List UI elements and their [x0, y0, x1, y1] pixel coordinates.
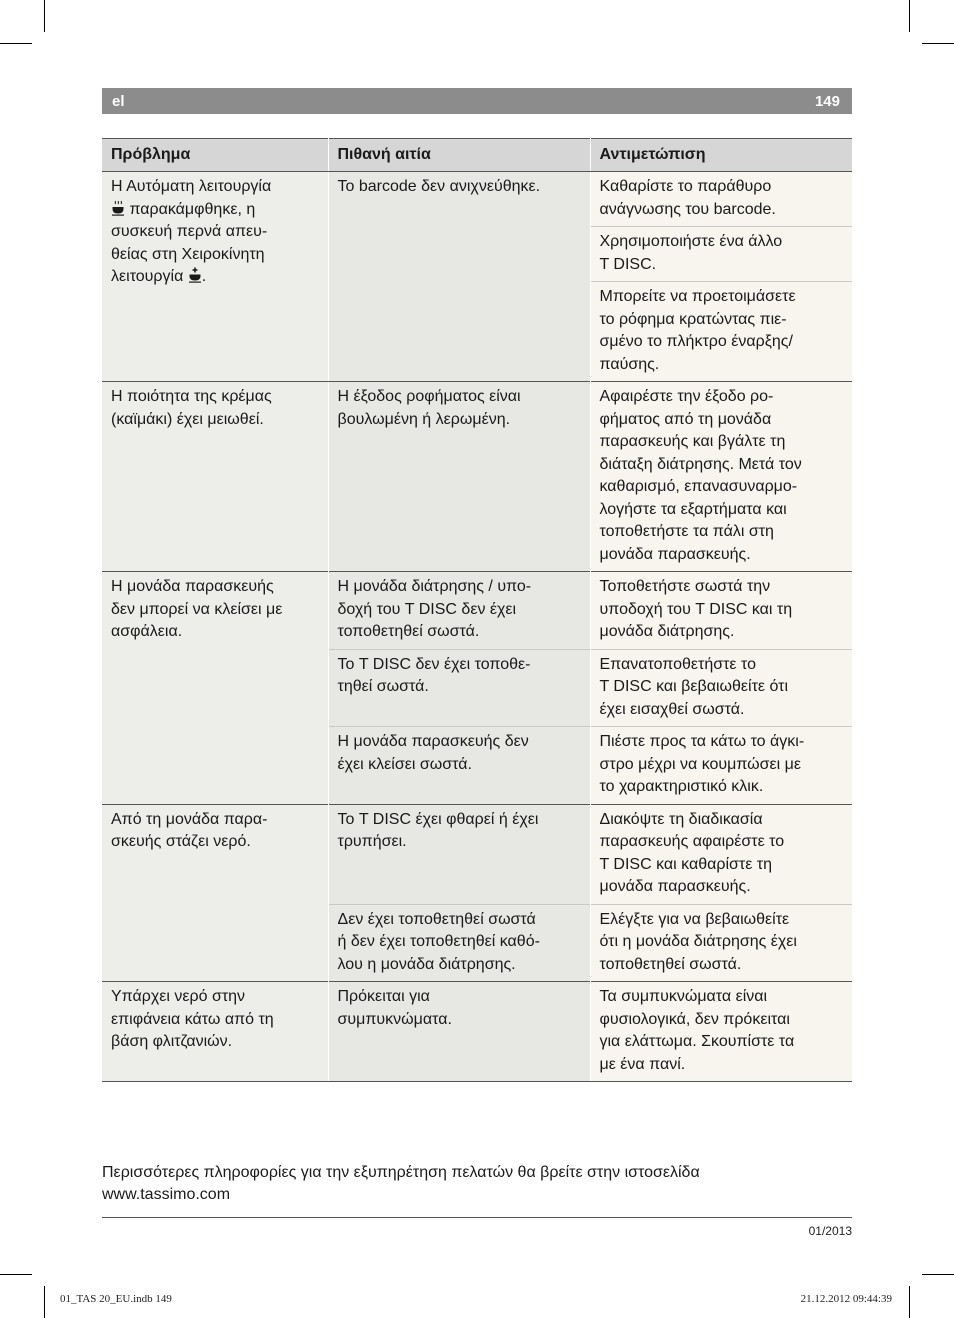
remedy-text: σμένο το πλήκτρο έναρξης/ — [599, 333, 793, 350]
remedy-text: έχει εισαχθεί σωστά. — [599, 700, 745, 718]
table-row — [102, 172, 852, 227]
remedy-cell — [590, 804, 852, 904]
crop-mark — [909, 1286, 910, 1318]
language-code: el — [112, 93, 125, 110]
remedy-text: το χαρακτηριστικό κλικ. — [599, 778, 764, 795]
problem-text: (καϊμάκι) έχει μειωθεί. — [111, 410, 264, 428]
problem-text: Η ποιότητα της κρέμας — [111, 388, 272, 405]
problem-cell — [102, 982, 328, 1082]
crop-mark — [0, 43, 32, 44]
column-header-cause: Πιθανή αιτία — [328, 139, 590, 172]
remedy-text: καθαρισμό, επανασυναρμο- — [599, 478, 798, 495]
remedy-text: παρασκευής και βγάλτε τη — [599, 433, 786, 450]
remedy-text: υποδοχή του T DISC και τη — [599, 600, 793, 618]
remedy-text: το ρόφημα κρατώντας πιε- — [599, 310, 787, 328]
cause-text: Το T DISC έχει φθαρεί ή έχει — [337, 810, 539, 828]
remedy-cell — [590, 572, 852, 650]
cause-text: Πρόκειται για — [337, 988, 430, 1005]
cause-text: δοχή του T DISC δεν έχει — [337, 600, 517, 618]
remedy-text: Επανατοποθετήστε το — [599, 655, 756, 673]
page-number: 149 — [814, 93, 840, 110]
remedy-text: μονάδα παρασκευής. — [599, 545, 751, 563]
table-row — [102, 572, 852, 650]
remedy-text: ανάγνωσης του barcode. — [599, 200, 776, 218]
cause-text: Η μονάδα διάτρησης / υπο- — [337, 578, 532, 595]
cause-cell — [328, 572, 590, 650]
remedy-text: φυσιολογικά, δεν πρόκειται — [599, 1010, 790, 1028]
remedy-text: T DISC. — [599, 255, 657, 273]
troubleshooting-table — [102, 138, 852, 1082]
problem-text: Η μονάδα παρασκευής — [111, 578, 274, 595]
automatic-mode-cup-icon — [111, 200, 125, 216]
remedy-text: Αφαιρέστε την έξοδο ρο- — [599, 388, 774, 405]
remedy-text: Διακόψτε τη διαδικασία — [599, 810, 763, 828]
remedy-text: Καθαρίστε το παράθυρο — [599, 178, 772, 195]
problem-cell — [102, 572, 328, 805]
cause-text: βουλωμένη ή λερωμένη. — [337, 410, 511, 428]
cause-cell — [328, 172, 590, 382]
problem-cell — [102, 172, 328, 382]
remedy-text: τοποθετηθεί σωστά. — [599, 955, 742, 973]
cause-text: τοποθετηθεί σωστά. — [337, 623, 480, 640]
cause-cell — [328, 904, 590, 982]
remedy-text: Τοποθετήστε σωστά την — [599, 578, 771, 595]
crop-mark — [922, 1274, 954, 1275]
problem-text: συσκευή περνά απευ- — [111, 223, 268, 240]
remedy-text: Πιέστε προς τα κάτω το άγκι- — [599, 733, 805, 750]
cause-text: έχει κλείσει σωστά. — [337, 755, 472, 773]
problem-text: λειτουργία — [111, 268, 184, 285]
table-row — [102, 382, 852, 572]
remedy-cell — [590, 982, 852, 1082]
remedy-text: Τα συμπυκνώματα είναι — [599, 988, 768, 1005]
problem-text: επιφάνεια κάτω από τη — [111, 1010, 274, 1028]
remedy-text: διάταξη διάτρησης. Μετά τον — [599, 455, 802, 473]
remedy-text: λογήστε τα εξαρτήματα και — [599, 500, 787, 518]
cause-text: Η μονάδα παρασκευής δεν — [337, 733, 529, 750]
cause-cell — [328, 649, 590, 727]
remedy-cell — [590, 904, 852, 982]
remedy-text: μονάδα παρασκευής. — [599, 878, 751, 895]
remedy-text: φήματος από τη μονάδα — [599, 410, 772, 428]
remedy-text: μονάδα διάτρησης. — [599, 623, 735, 640]
remedy-text: ότι η μονάδα διάτρησης έχει — [599, 933, 797, 950]
problem-text: παρακάμφθηκε, η — [129, 200, 256, 218]
cause-cell — [328, 382, 590, 572]
cause-cell — [328, 804, 590, 904]
problem-text: ασφάλεια. — [111, 623, 183, 640]
remedy-text: παύσης. — [599, 355, 660, 373]
remedy-cell — [590, 227, 852, 282]
cause-text: ή δεν έχει τοποθετηθεί καθό- — [337, 933, 540, 950]
table-row — [102, 982, 852, 1082]
cause-text: Η έξοδος ροφήματος είναι — [337, 388, 521, 405]
remedy-text: στρο μέχρι να κουμπώσει με — [599, 755, 802, 773]
remedy-text: με ένα πανί. — [599, 1055, 686, 1073]
problem-cell — [102, 804, 328, 982]
remedy-text: T DISC και καθαρίστε τη — [599, 855, 773, 873]
problem-text: δεν μπορεί να κλείσει με — [111, 600, 283, 618]
remedy-cell — [590, 727, 852, 805]
crop-mark — [922, 43, 954, 44]
remedy-text: Μπορείτε να προετοιμάσετε — [599, 288, 796, 305]
cause-cell — [328, 727, 590, 805]
cause-text: τρυπήσει. — [337, 833, 407, 850]
remedy-cell — [590, 649, 852, 727]
problem-cell — [102, 382, 328, 572]
problem-text: Η Αυτόματη λειτουργία — [111, 178, 272, 195]
cause-cell — [328, 982, 590, 1082]
remedy-text: για ελάττωμα. Σκουπίστε τα — [599, 1033, 795, 1050]
cause-text: Το barcode δεν ανιχνεύθηκε. — [337, 178, 541, 195]
remedy-text: τοποθετήστε τα πάλι στη — [599, 523, 774, 540]
note-text: Περισσότερες πληροφορίες για την εξυπηρέτηση πελατών θα βρείτε στην ιστοσελίδα — [102, 1164, 700, 1181]
crop-mark — [0, 1274, 32, 1275]
problem-text: Υπάρχει νερό στην — [111, 988, 246, 1005]
manual-mode-cup-icon — [188, 267, 202, 283]
remedy-cell — [590, 282, 852, 382]
print-slug-timestamp: 21.12.2012 09:44:39 — [800, 1293, 892, 1305]
remedy-text: παρασκευής αφαιρέστε το — [599, 833, 785, 850]
crop-mark — [44, 1286, 45, 1318]
problem-text: Από τη μονάδα παρα- — [111, 810, 268, 828]
cause-text: λου η μονάδα διάτρησης. — [337, 955, 516, 973]
remedy-text: T DISC και βεβαιωθείτε ότι — [599, 678, 789, 695]
print-slug-file: 01_TAS 20_EU.indb 149 — [60, 1293, 172, 1305]
cause-text: Δεν έχει τοποθετηθεί σωστά — [337, 910, 536, 928]
problem-text: . — [201, 268, 207, 285]
problem-text: θείας στη Χειροκίνητη — [111, 245, 265, 263]
footer-divider — [102, 1217, 852, 1218]
page-header — [102, 88, 852, 114]
cause-text: τηθεί σωστά. — [337, 678, 429, 695]
problem-text: σκευής στάζει νερό. — [111, 833, 251, 850]
column-header-remedy: Αντιμετώπιση — [590, 139, 852, 172]
problem-text: βάση φλιτζανιών. — [111, 1033, 233, 1050]
website-link[interactable]: www.tassimo.com — [102, 1186, 231, 1203]
edition-date: 01/2013 — [808, 1224, 852, 1238]
crop-mark — [44, 0, 45, 32]
crop-mark — [909, 0, 910, 32]
table-header-row — [102, 139, 852, 172]
cause-text: συμπυκνώματα. — [337, 1010, 452, 1028]
remedy-cell — [590, 172, 852, 227]
remedy-text: Ελέγξτε για να βεβαιωθείτε — [599, 910, 790, 928]
remedy-text: Χρησιμοποιήστε ένα άλλο — [599, 233, 783, 250]
cause-text: Το T DISC δεν έχει τοποθε- — [337, 655, 531, 673]
customer-service-note — [102, 1162, 862, 1206]
remedy-cell — [590, 382, 852, 572]
table-row — [102, 804, 852, 904]
column-header-problem: Πρόβλημα — [102, 139, 328, 172]
